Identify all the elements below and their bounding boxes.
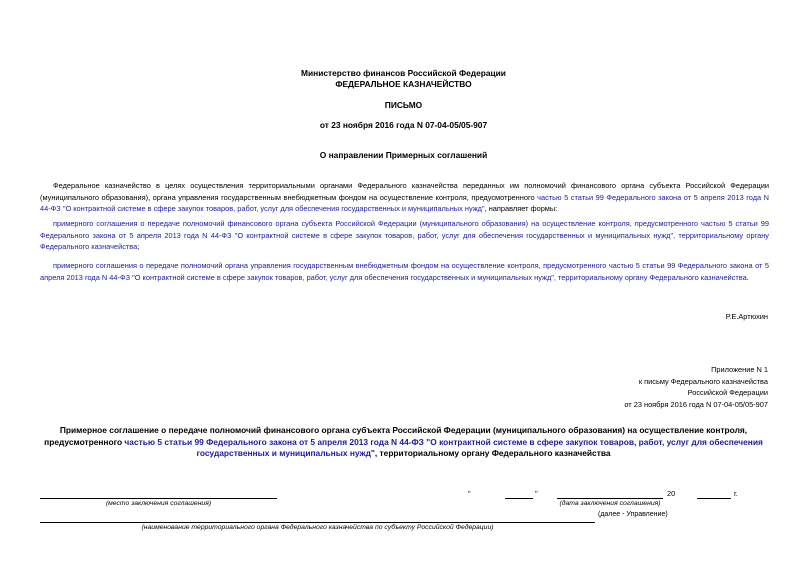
signature: Р.Е.Артюхин <box>725 312 768 321</box>
appendix-block <box>624 364 768 410</box>
law-link-1[interactable]: частью 5 статьи 99 Федерального закона от 5 апреля 2013 года N 44-ФЗ "О контрактной системе в сфере закупок товаров, работ, услуг для обеспечения государственных и муниципальных нужд" <box>40 192 770 214</box>
ministry-name: Министерство финансов Российской Федерации <box>301 68 506 78</box>
paragraph-1 <box>40 180 769 215</box>
day-line[interactable] <box>505 498 533 499</box>
agreement-form-link-2[interactable]: примерного соглашения о передаче полномочий органа управления государственным внебюджетным фондом на осуществление контроля, предусмотренного частью 5 статьи 99 Федерального закона от 5 апреля 2013 года N 44-ФЗ "О контрактной системе в сфере закупок товаров, работ, услуг для обеспечения государственных и муниципальных нужд", территориальному органу Федерального казначейства <box>40 261 769 282</box>
year-prefix: 20 <box>667 489 676 498</box>
agreement-form-link-1[interactable]: примерного соглашения о передаче полномочий финансового органа субъекта Российской Федерации (муниципального образования) на осуществление контроля, предусмотренного частью 5 статьи 99 Федерального закона от 5 апреля 2013 года N 44-ФЗ "О контрактной системе в сфере закупок товаров, работ, услуг для обеспечения государственных и муниципальных нужд", территориальному органу Федерального казначейства <box>40 219 769 252</box>
agreement-title-text-a: Примерное соглашение о передаче полномочий финансового органа субъекта Российской Федерации (муниципального образования) на осуществление контроля, предусмотренного <box>44 425 748 447</box>
appendix-line-1: Приложение N 1 <box>711 365 768 374</box>
paragraph-1-text-a: Федеральное казначейство в целях осуществления территориальными органами Федерального казначейства переданных им полномочий финансового органа субъекта Российской Федерации (муниципального образования), органа управления государственным внебюджетным фондом на осуществление контроля, предусмотренного <box>40 181 769 202</box>
month-line[interactable] <box>557 498 663 499</box>
appendix-line-2: к письму Федерального казначейства <box>638 376 768 386</box>
doc-type: ПИСЬМО <box>384 100 423 110</box>
org-name-line[interactable] <box>40 522 595 523</box>
paragraph-1-text-b: , направляет формы: <box>484 204 558 214</box>
year-suffix: г. <box>734 489 738 498</box>
agreement-title <box>36 425 771 460</box>
doc-date-number: от 23 ноября 2016 года N 07-04-05/05-907 <box>319 120 488 130</box>
paragraph-2 <box>40 218 769 253</box>
doc-subject: О направлении Примерных соглашений <box>319 150 488 160</box>
appendix-line-4: от 23 ноября 2016 года N 07-04-05/05-907 <box>624 399 768 409</box>
agreement-title-text-b: , территориальному органу Федерального казначейства <box>374 448 611 458</box>
place-caption: (место заключения соглашения) <box>105 500 212 507</box>
place-line[interactable] <box>40 498 277 499</box>
quote-open: " <box>468 489 471 498</box>
appendix-line-3: Российской Федерации <box>687 388 768 398</box>
quote-close: " <box>535 489 538 498</box>
agreement-title-law-link[interactable]: частью 5 статьи 99 Федерального закона от 5 апреля 2013 года N 44-ФЗ "О контрактной системе в сфере закупок товаров, работ, услуг для обеспечения государственных и муниципальных нужд" <box>124 436 763 458</box>
year-line[interactable] <box>697 498 731 499</box>
paragraph-2-tail: ; <box>137 242 140 252</box>
treasury-name: ФЕДЕРАЛЬНОЕ КАЗНАЧЕЙСТВО <box>335 79 472 89</box>
paragraph-3 <box>40 260 769 283</box>
date-caption: (дата заключения соглашения) <box>559 500 661 507</box>
management-label: (далее - Управление) <box>598 511 668 518</box>
paragraph-3-tail: . <box>746 272 749 282</box>
org-caption: (наименование территориального органа Федерального казначейства по субъекту Российской Федерации) <box>141 524 494 531</box>
